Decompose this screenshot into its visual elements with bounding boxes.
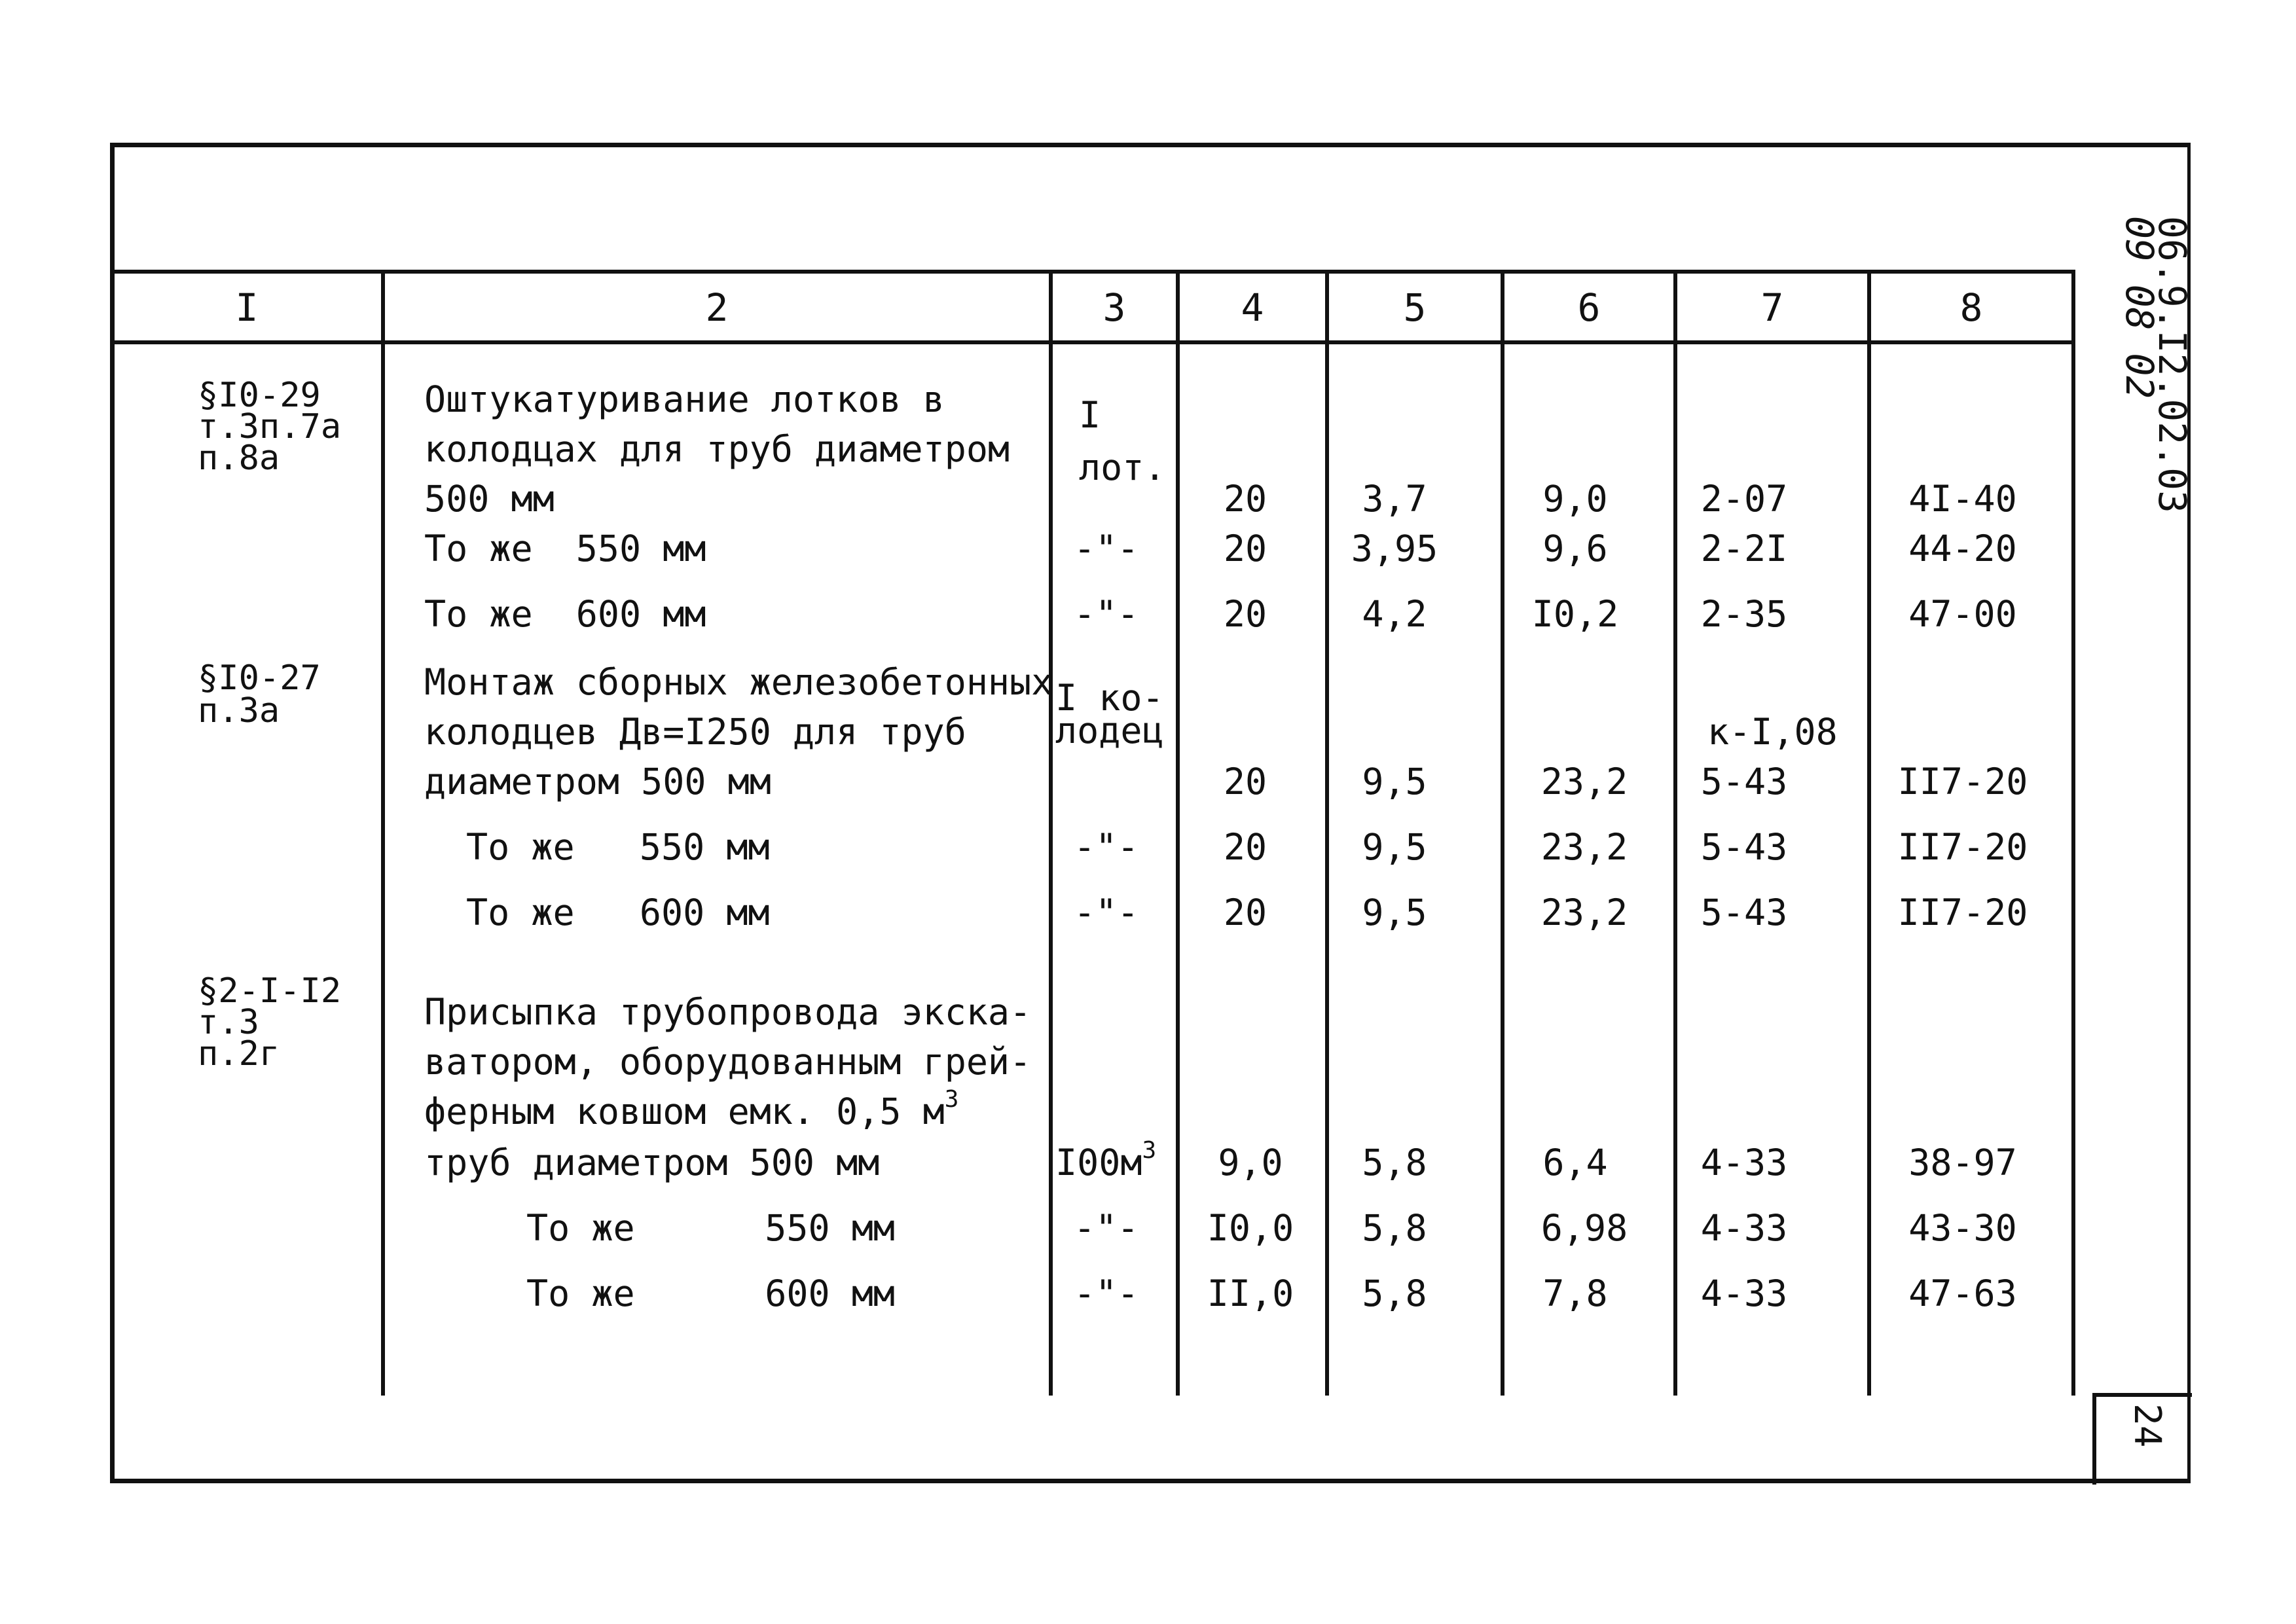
cell-col4: 9,0	[1218, 1142, 1283, 1183]
unit-cell	[1055, 1137, 1157, 1187]
cell-col6: I0,2	[1531, 593, 1619, 635]
document-code	[2117, 216, 2195, 513]
cell-col7: 2-2I	[1700, 528, 1788, 569]
unit-cell: -"-	[1074, 1272, 1139, 1314]
cell-col4: 20	[1223, 593, 1267, 635]
cell-col4: 20	[1223, 826, 1267, 868]
cell-col4: 20	[1223, 761, 1267, 803]
description-line: Монтаж сборных железобетонных	[424, 661, 1053, 703]
cell-col6: 7,8	[1542, 1272, 1608, 1314]
cell-col8: 44-20	[1908, 528, 2017, 569]
description-line: То же 550 мм	[526, 1207, 895, 1249]
description-text: ферным ковшом емк. 0,5 м	[424, 1091, 945, 1132]
cell-col5: 9,5	[1362, 892, 1427, 933]
unit-cell: I ко-	[1055, 677, 1164, 719]
cell-col6: 9,0	[1542, 478, 1608, 520]
cubic-superscript: 3	[944, 1086, 959, 1113]
cell-col7: 4-33	[1700, 1142, 1788, 1183]
description-line: То же 550 мм	[466, 826, 770, 868]
cell-col7: 4-33	[1700, 1207, 1788, 1249]
cell-col4: I0,0	[1207, 1207, 1294, 1249]
unit-text: I00м	[1055, 1142, 1142, 1183]
description-line: ватором, оборудованным грей-	[424, 1041, 1032, 1083]
cell-col5: 5,8	[1362, 1207, 1427, 1249]
unit-cell: -"-	[1074, 593, 1139, 635]
page-number: 24	[2126, 1403, 2168, 1448]
description-line: То же 600 мм	[466, 892, 770, 933]
cell-col6: 23,2	[1540, 761, 1628, 803]
ref-line: т.3п.7а	[198, 407, 342, 446]
cell-col5: 3,7	[1362, 478, 1427, 520]
ref-line: п.8а	[198, 439, 280, 478]
cell-col7: 2-35	[1700, 593, 1788, 635]
col-sep-7	[1867, 270, 1871, 1396]
cubic-superscript: 3	[1142, 1137, 1157, 1164]
description-line: колодцах для труб диаметром	[424, 428, 1010, 470]
description-line: То же 550 мм	[424, 528, 706, 569]
description-line: Присыпка трубопровода экска-	[424, 991, 1032, 1033]
col-sep-8	[2071, 270, 2075, 1396]
cell-col4: 20	[1223, 528, 1267, 569]
cell-col7: 5-43	[1700, 761, 1788, 803]
cell-col8: 38-97	[1908, 1142, 2017, 1183]
header-col-6: 6	[1577, 285, 1601, 330]
ref-line: §I0-27	[198, 659, 321, 698]
cell-col7: 5-43	[1700, 826, 1788, 868]
cell-col8: 47-63	[1908, 1272, 2017, 1314]
unit-cell: -"-	[1074, 528, 1139, 569]
cell-col8: II7-20	[1897, 826, 2028, 868]
cell-col8: II7-20	[1897, 892, 2028, 933]
header-col-5: 5	[1403, 285, 1427, 330]
cell-col6: 23,2	[1540, 892, 1628, 933]
unit-cell: -"-	[1074, 1207, 1139, 1249]
header-col-4: 4	[1241, 285, 1264, 330]
ref-line: т.3	[198, 1003, 259, 1042]
col-sep-5	[1501, 270, 1504, 1396]
cell-col8: 43-30	[1908, 1207, 2017, 1249]
cell-col7: 5-43	[1700, 892, 1788, 933]
page-number-box	[2092, 1393, 2192, 1485]
cell-col4: 20	[1223, 892, 1267, 933]
cell-col5: 3,95	[1351, 528, 1438, 569]
description-line: диаметром 500 мм	[424, 761, 771, 803]
description-line	[424, 1086, 959, 1136]
header-col-1: I	[235, 285, 259, 330]
document-code-primary: 06.9.I2.02.03	[2150, 216, 2195, 513]
unit-cell: лот.	[1079, 446, 1166, 488]
description-line: колодцев Дв=I250 для труб	[424, 711, 966, 753]
header-bottom-rule	[113, 340, 2075, 344]
cell-col6: 23,2	[1540, 826, 1628, 868]
unit-cell: лодец	[1055, 710, 1164, 751]
cell-col5: 9,5	[1362, 826, 1427, 868]
cell-col5: 5,8	[1362, 1142, 1427, 1183]
cell-col4: II,0	[1207, 1272, 1294, 1314]
header-col-8: 8	[1959, 285, 1983, 330]
cell-col6: 9,6	[1542, 528, 1608, 569]
cell-col4: 20	[1223, 478, 1267, 520]
ref-line: п.2г	[198, 1034, 280, 1074]
ref-line: §I0-29	[198, 376, 321, 415]
cell-col5: 5,8	[1362, 1272, 1427, 1314]
header-col-3: 3	[1102, 285, 1126, 330]
document-code-secondary: 09 08 02	[2117, 216, 2162, 399]
cell-col5: 4,2	[1362, 593, 1427, 635]
col-sep-1	[381, 270, 385, 1396]
coefficient-note: к-I,08	[1707, 711, 1838, 753]
description-line: То же 600 мм	[424, 593, 706, 635]
description-line: То же 600 мм	[526, 1272, 895, 1314]
cell-col7: 4-33	[1700, 1272, 1788, 1314]
unit-cell: -"-	[1074, 826, 1139, 868]
cell-col6: 6,4	[1542, 1142, 1608, 1183]
unit-cell: -"-	[1074, 892, 1139, 933]
header-col-7: 7	[1760, 285, 1784, 330]
cell-col5: 9,5	[1362, 761, 1427, 803]
cell-col8: II7-20	[1897, 761, 2028, 803]
cell-col8: 47-00	[1908, 593, 2017, 635]
description-line: труб диаметром 500 мм	[424, 1142, 880, 1183]
unit-cell: I	[1079, 394, 1101, 436]
cell-col7: 2-07	[1700, 478, 1788, 520]
col-sep-2	[1049, 270, 1053, 1396]
ref-line: §2-I-I2	[198, 971, 342, 1011]
description-line: Оштукатуривание лотков в	[424, 378, 945, 420]
header-col-2: 2	[705, 285, 729, 330]
description-line: 500 мм	[424, 478, 555, 520]
ref-line: п.3а	[198, 691, 280, 731]
cell-col6: 6,98	[1540, 1207, 1628, 1249]
cell-col8: 4I-40	[1908, 478, 2017, 520]
header-top-rule	[113, 270, 2075, 274]
